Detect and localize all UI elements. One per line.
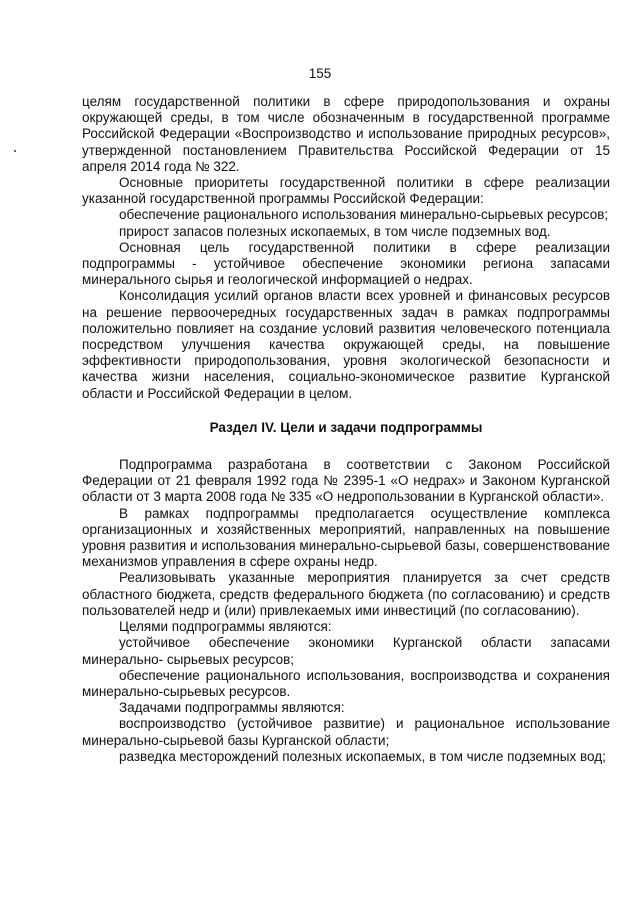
paragraph: В рамках подпрограммы предполагается осуществление комплекса организационных и хозяйственных мероприятий, направленных на повышение уровня развития и использования минерально-сырьевой базы, совершенствование механизмов управления в сфере охраны недр. — [82, 505, 610, 570]
section-heading: Раздел IV. Цели и задачи подпрограммы — [209, 419, 483, 435]
paragraph: Основная цель государственной политики в сфере реализации подпрограммы - устойчивое обеспечение экономики региона запасами минерального сырья и геологической информацией о недрах. — [82, 239, 610, 288]
paragraph: Основные приоритеты государственной политики в сфере реализации указанной государственной программы Российской Федерации: — [82, 175, 610, 207]
paragraph: разведка месторождений полезных ископаемых, в том числе подземных вод; — [119, 748, 606, 764]
paragraph: Реализовывать указанные мероприятия планируется за счет средств областного бюджета, средств федерального бюджета (по согласованию) и средств пользователей недр и (или) привлекаемых ими инвестиций (по согласованию). — [82, 570, 610, 618]
paragraph: обеспечение рационального использования минерально-сырьевых ресурсов; — [119, 207, 609, 223]
document-body — [82, 94, 610, 765]
page-number: 155 — [308, 66, 332, 81]
paragraphs-before-heading — [82, 94, 610, 402]
paragraph: прирост запасов полезных ископаемых, в том числе подземных вод. — [119, 223, 551, 239]
paragraph: Задачами подпрограммы являются: — [119, 700, 345, 716]
paragraph: устойчивое обеспечение экономики Курганской области запасами минерально- сырьевых ресурсов; — [82, 635, 610, 667]
paragraph: обеспечение рационального использования, воспроизводства и сохранения минерально-сырьевых ресурсов. — [82, 667, 610, 699]
paragraphs-after-heading — [82, 457, 610, 765]
paragraph: Подпрограмма разработана в соответствии с Законом Российской Федерации от 21 февраля 1992 года № 2395-1 «О недрах» и Законом Курганской области от 3 марта 2008 года № 335 «О недропользовании в Курганской области». — [82, 457, 610, 505]
paragraph: целям государственной политики в сфере природопользования и охраны окружающей среды, в том числе обозначенным в государственной программе Российской Федерации «Воспроизводство и использование природных ресурсов», утвержденной постановлением Правительства Российской Федерации от 15 апреля 2014 года № 322. — [82, 94, 610, 174]
scan-speck — [14, 150, 16, 152]
paragraph: воспроизводство (устойчивое развитие) и рациональное использование минерально-сырьевой базы Курганской области; — [82, 716, 610, 748]
paragraph: Консолидация усилий органов власти всех уровней и финансовых ресурсов на решение первоочередных государственных задач в рамках подпрограммы положительно повлияет на создание условий развития человеческого потенциала посредством улучшения качества окружающей среды, на повышение эффективности природопользования, уровня экологической безопасности и качества жизни населения, социально-экономическое развитие Курганской области и Российской Федерации в целом. — [82, 288, 610, 401]
paragraph: Целями подпрограммы являются: — [119, 619, 332, 635]
